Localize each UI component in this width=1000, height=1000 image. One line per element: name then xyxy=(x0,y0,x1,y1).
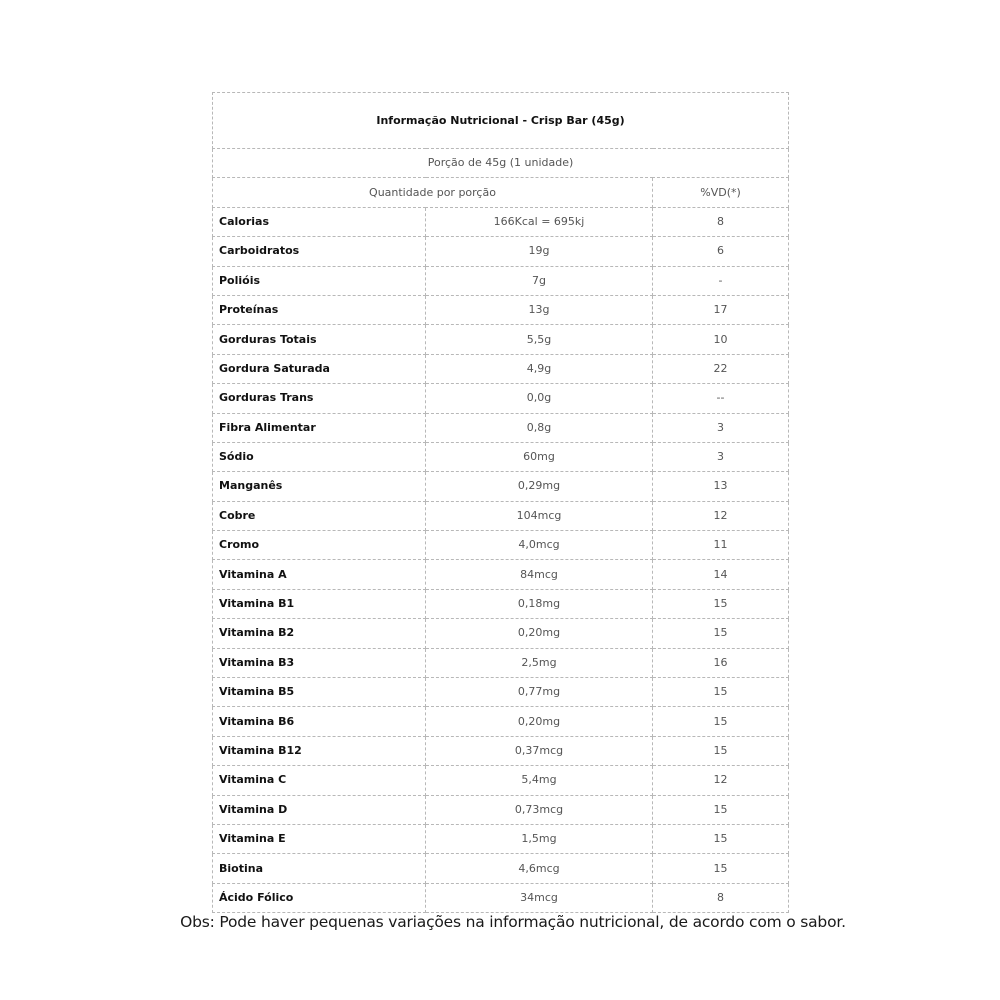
nutrient-daily-value: 10 xyxy=(653,325,789,354)
nutrient-row xyxy=(213,266,789,295)
nutrient-amount: 5,4mg xyxy=(426,766,653,795)
nutrient-row xyxy=(213,854,789,883)
nutrient-amount: 104mcg xyxy=(426,501,653,530)
nutrient-name: Gorduras Totais xyxy=(213,325,426,354)
nutrient-name: Vitamina E xyxy=(213,824,426,853)
table-title: Informação Nutricional - Crisp Bar (45g) xyxy=(213,93,789,149)
nutrient-amount: 4,0mcg xyxy=(426,531,653,560)
nutrient-daily-value: - xyxy=(653,266,789,295)
nutrient-name: Vitamina A xyxy=(213,560,426,589)
nutrient-amount: 84mcg xyxy=(426,560,653,589)
nutrient-daily-value: 6 xyxy=(653,237,789,266)
nutrient-row xyxy=(213,472,789,501)
nutrient-row xyxy=(213,237,789,266)
nutrient-name: Vitamina B12 xyxy=(213,736,426,765)
title-row xyxy=(213,93,789,149)
portion-row xyxy=(213,149,789,178)
nutrient-name: Biotina xyxy=(213,854,426,883)
nutrient-row xyxy=(213,736,789,765)
nutrient-daily-value: 15 xyxy=(653,824,789,853)
nutrient-amount: 0,20mg xyxy=(426,619,653,648)
nutrient-amount: 19g xyxy=(426,237,653,266)
nutrient-daily-value: 15 xyxy=(653,678,789,707)
nutrient-amount: 0,20mg xyxy=(426,707,653,736)
nutrient-amount: 0,37mcg xyxy=(426,736,653,765)
nutrient-daily-value: 13 xyxy=(653,472,789,501)
nutrient-name: Calorias xyxy=(213,207,426,236)
nutrient-row xyxy=(213,824,789,853)
nutrient-name: Ácido Fólico xyxy=(213,883,426,912)
nutrient-daily-value: -- xyxy=(653,384,789,413)
nutrient-row xyxy=(213,354,789,383)
nutrient-name: Sódio xyxy=(213,442,426,471)
nutrient-row xyxy=(213,413,789,442)
nutrient-daily-value: 12 xyxy=(653,766,789,795)
nutrient-amount: 0,77mg xyxy=(426,678,653,707)
nutrient-daily-value: 3 xyxy=(653,413,789,442)
nutrient-amount: 34mcg xyxy=(426,883,653,912)
nutrient-daily-value: 8 xyxy=(653,207,789,236)
nutrient-amount: 0,8g xyxy=(426,413,653,442)
nutrient-daily-value: 8 xyxy=(653,883,789,912)
nutrient-daily-value: 17 xyxy=(653,295,789,324)
nutrient-name: Carboidratos xyxy=(213,237,426,266)
nutrient-amount: 2,5mg xyxy=(426,648,653,677)
nutrient-name: Manganês xyxy=(213,472,426,501)
nutrient-amount: 0,18mg xyxy=(426,589,653,618)
portion-size: Porção de 45g (1 unidade) xyxy=(213,149,789,178)
header-row xyxy=(213,178,789,207)
nutrient-name: Cromo xyxy=(213,531,426,560)
nutrient-daily-value: 14 xyxy=(653,560,789,589)
nutrient-name: Polióis xyxy=(213,266,426,295)
nutrient-name: Proteínas xyxy=(213,295,426,324)
nutrient-name: Fibra Alimentar xyxy=(213,413,426,442)
nutrient-amount: 0,73mcg xyxy=(426,795,653,824)
nutrient-row xyxy=(213,501,789,530)
nutrient-daily-value: 15 xyxy=(653,707,789,736)
nutrient-row xyxy=(213,678,789,707)
nutrient-row xyxy=(213,207,789,236)
nutrient-name: Vitamina D xyxy=(213,795,426,824)
nutrient-row xyxy=(213,766,789,795)
nutrient-row xyxy=(213,795,789,824)
nutrient-daily-value: 15 xyxy=(653,854,789,883)
nutrient-amount: 4,6mcg xyxy=(426,854,653,883)
nutrient-row xyxy=(213,325,789,354)
nutrient-name: Vitamina B6 xyxy=(213,707,426,736)
nutrition-table xyxy=(212,92,789,913)
nutrient-row xyxy=(213,619,789,648)
nutrient-amount: 4,9g xyxy=(426,354,653,383)
nutrient-daily-value: 15 xyxy=(653,589,789,618)
nutrient-daily-value: 16 xyxy=(653,648,789,677)
nutrient-row xyxy=(213,295,789,324)
nutrient-daily-value: 3 xyxy=(653,442,789,471)
footnote: Obs: Pode haver pequenas variações na informação nutricional, de acordo com o sabor. xyxy=(180,913,846,931)
nutrient-row xyxy=(213,589,789,618)
nutrient-row xyxy=(213,648,789,677)
nutrient-amount: 166Kcal = 695kj xyxy=(426,207,653,236)
nutrient-name: Vitamina B5 xyxy=(213,678,426,707)
nutrition-table-container xyxy=(212,92,788,913)
nutrient-name: Cobre xyxy=(213,501,426,530)
nutrient-row xyxy=(213,442,789,471)
nutrient-row xyxy=(213,531,789,560)
nutrient-row xyxy=(213,883,789,912)
nutrient-name: Vitamina C xyxy=(213,766,426,795)
nutrient-amount: 0,0g xyxy=(426,384,653,413)
nutrient-amount: 13g xyxy=(426,295,653,324)
nutrient-name: Vitamina B3 xyxy=(213,648,426,677)
nutrient-daily-value: 11 xyxy=(653,531,789,560)
daily-value-header: %VD(*) xyxy=(653,178,789,207)
quantity-header: Quantidade por porção xyxy=(213,178,653,207)
nutrient-row xyxy=(213,707,789,736)
nutrient-name: Vitamina B2 xyxy=(213,619,426,648)
nutrient-row xyxy=(213,384,789,413)
nutrient-amount: 0,29mg xyxy=(426,472,653,501)
nutrient-name: Vitamina B1 xyxy=(213,589,426,618)
nutrient-amount: 1,5mg xyxy=(426,824,653,853)
nutrient-daily-value: 15 xyxy=(653,619,789,648)
nutrient-daily-value: 12 xyxy=(653,501,789,530)
nutrient-amount: 60mg xyxy=(426,442,653,471)
nutrient-row xyxy=(213,560,789,589)
nutrient-amount: 5,5g xyxy=(426,325,653,354)
nutrient-daily-value: 15 xyxy=(653,795,789,824)
nutrient-daily-value: 22 xyxy=(653,354,789,383)
nutrient-amount: 7g xyxy=(426,266,653,295)
nutrient-daily-value: 15 xyxy=(653,736,789,765)
nutrient-name: Gordura Saturada xyxy=(213,354,426,383)
nutrient-name: Gorduras Trans xyxy=(213,384,426,413)
